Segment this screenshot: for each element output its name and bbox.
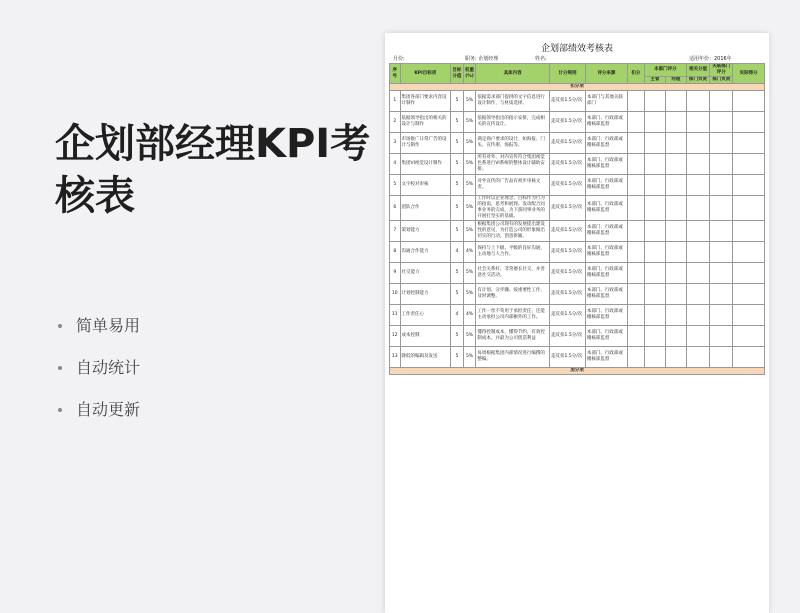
row-empty-cell	[686, 154, 709, 175]
row-score: 5	[451, 284, 464, 305]
row-empty-cell	[686, 175, 709, 196]
row-source: 本部门、行政部或稽核部监督	[585, 242, 627, 263]
row-empty-cell	[665, 221, 686, 242]
row-empty-cell	[733, 242, 765, 263]
row-empty-cell	[710, 133, 733, 154]
row-empty-cell	[644, 112, 665, 133]
row-content: 所有对外、对内宣传符合集团视觉色系进行VI系统的整体设计辅助安排。	[476, 154, 550, 175]
row-content: 满足商户要求的设计，如海报、门头、宣传册、海报等。	[476, 133, 550, 154]
row-kpi: 社交能力	[400, 263, 451, 284]
row-empty-cell	[644, 154, 665, 175]
row-empty-cell	[628, 242, 645, 263]
row-number: 7	[390, 221, 401, 242]
feature-item: 简单易用	[58, 315, 140, 357]
row-empty-cell	[686, 347, 709, 368]
row-empty-cell	[628, 347, 645, 368]
row-empty-cell	[628, 305, 645, 326]
header-group-related: 相关分值	[686, 64, 709, 77]
row-source: 本部门、行政部或稽核部监督	[585, 263, 627, 284]
row-empty-cell	[628, 175, 645, 196]
position-label: 职务: 企划经理	[465, 56, 499, 62]
row-empty-cell	[710, 112, 733, 133]
row-empty-cell	[628, 221, 645, 242]
row-empty-cell	[710, 242, 733, 263]
header-deduct: 扣分	[628, 64, 645, 84]
row-score: 5	[451, 263, 464, 284]
row-empty-cell	[733, 175, 765, 196]
feature-item: 自动统计	[58, 357, 140, 399]
row-weight: 5%	[463, 326, 476, 347]
row-source: 本部门、行政部或稽核部监督	[585, 221, 627, 242]
sheet-info-row	[389, 53, 765, 63]
row-empty-cell	[686, 196, 709, 221]
row-empty-cell	[665, 154, 686, 175]
period-label: 适用年份：2016年	[689, 56, 732, 62]
header-kpi: KPI目标项	[400, 64, 451, 84]
row-empty-cell	[665, 175, 686, 196]
row-empty-cell	[710, 91, 733, 112]
row-source: 本部门、行政部或稽核部监督	[585, 154, 627, 175]
row-source: 本部门、行政部或稽核部监督	[585, 112, 627, 133]
row-kpi: 沟通合作能力	[400, 242, 451, 263]
row-empty-cell	[665, 91, 686, 112]
row-empty-cell	[733, 221, 765, 242]
row-weight: 5%	[463, 347, 476, 368]
row-empty-cell	[644, 263, 665, 284]
row-weight: 5%	[463, 112, 476, 133]
row-rule: 违反扣1.5分/次	[550, 196, 586, 221]
row-rule: 违反扣1.5分/次	[550, 347, 586, 368]
row-empty-cell	[644, 284, 665, 305]
row-number: 4	[390, 154, 401, 175]
row-empty-cell	[733, 284, 765, 305]
row-empty-cell	[686, 112, 709, 133]
row-content: 依据领导指出的指示安排，完成相关的宣传设计。	[476, 112, 550, 133]
row-rule: 违反扣1.5分/次	[550, 284, 586, 305]
row-empty-cell	[733, 305, 765, 326]
row-score: 4	[451, 305, 464, 326]
row-rule: 违反扣1.5分/次	[550, 112, 586, 133]
row-content: 根据集团公司现有的发展提出建设性的意见，为打造公司的形象做出切实的行动，创意新颖。	[476, 221, 550, 242]
row-number: 10	[390, 284, 401, 305]
row-source: 本部门、行政部或稽核部监督	[585, 284, 627, 305]
row-kpi: 团队合作	[400, 196, 451, 221]
row-empty-cell	[665, 242, 686, 263]
row-number: 13	[390, 347, 401, 368]
name-label: 姓名:	[535, 56, 547, 62]
row-empty-cell	[710, 326, 733, 347]
row-empty-cell	[628, 91, 645, 112]
row-empty-cell	[733, 133, 765, 154]
row-number: 6	[390, 196, 401, 221]
table-row	[390, 347, 765, 368]
feature-list	[58, 315, 140, 441]
row-number: 8	[390, 242, 401, 263]
row-empty-cell	[644, 242, 665, 263]
header-group-assoc: 关联部门评分	[710, 64, 733, 77]
header-score: 目标分值	[451, 64, 464, 84]
header-rule: 计分规则	[550, 64, 586, 84]
row-content: 保持与上下级、平级的良好沟通，主动地与人合作。	[476, 242, 550, 263]
row-weight: 5%	[463, 133, 476, 154]
row-empty-cell	[665, 133, 686, 154]
row-score: 5	[451, 326, 464, 347]
month-label: 月份:	[393, 56, 405, 62]
row-number: 11	[390, 305, 401, 326]
row-empty-cell	[644, 196, 665, 221]
header-related-head: 部门负责	[686, 77, 709, 84]
row-content: 对外宣传的广告品有初步审核文责。	[476, 175, 550, 196]
row-weight: 4%	[463, 305, 476, 326]
row-weight: 5%	[463, 175, 476, 196]
table-row	[390, 221, 765, 242]
row-empty-cell	[665, 326, 686, 347]
feature-item: 自动更新	[58, 399, 140, 441]
row-rule: 违反扣1.5分/次	[550, 305, 586, 326]
row-rule: 违反扣1.5分/次	[550, 242, 586, 263]
row-kpi: 集团VI视觉设计制作	[400, 154, 451, 175]
row-rule: 违反扣1.5分/次	[550, 154, 586, 175]
row-rule: 违反扣1.5分/次	[550, 91, 586, 112]
row-kpi: 工作责任心	[400, 305, 451, 326]
page-title: 企划部经理KPI考核表	[55, 121, 371, 219]
table-row	[390, 91, 765, 112]
row-kpi: 成本控制	[400, 326, 451, 347]
header-weight: 权重(%)	[463, 64, 476, 84]
row-empty-cell	[665, 347, 686, 368]
row-number: 12	[390, 326, 401, 347]
row-empty-cell	[644, 91, 665, 112]
row-content: 工作一丝不苟用于承担责任，还能主动承担公司内部额外的工作。	[476, 305, 550, 326]
header-supervisor: 主管	[644, 77, 665, 84]
row-number: 2	[390, 112, 401, 133]
row-empty-cell	[686, 326, 709, 347]
row-empty-cell	[644, 305, 665, 326]
row-rule: 违反扣1.5分/次	[550, 326, 586, 347]
section-deduct: 扣分项	[390, 84, 765, 91]
row-kpi: 依据领导指出的相关的设计与制作	[400, 112, 451, 133]
row-score: 4	[451, 242, 464, 263]
row-score: 5	[451, 154, 464, 175]
header-actual: 实际得分	[733, 64, 765, 84]
row-kpi: 文字校对审核	[400, 175, 451, 196]
row-empty-cell	[733, 112, 765, 133]
row-score: 5	[451, 347, 464, 368]
row-score: 5	[451, 221, 464, 242]
row-empty-cell	[710, 347, 733, 368]
row-empty-cell	[710, 175, 733, 196]
row-empty-cell	[665, 284, 686, 305]
row-empty-cell	[710, 196, 733, 221]
row-empty-cell	[733, 347, 765, 368]
header-content: 具体内容	[476, 64, 550, 84]
row-number: 5	[390, 175, 401, 196]
header-source: 评分来源	[585, 64, 627, 84]
table-row	[390, 112, 765, 133]
row-empty-cell	[644, 175, 665, 196]
row-kpi: 市场推广日常广告的设计与制作	[400, 133, 451, 154]
row-score: 5	[451, 133, 464, 154]
row-empty-cell	[686, 305, 709, 326]
row-empty-cell	[628, 133, 645, 154]
row-empty-cell	[665, 305, 686, 326]
header-group-self: 本部门评分	[644, 64, 686, 77]
row-empty-cell	[710, 305, 733, 326]
header-assoc-head: 部门负责	[710, 77, 733, 84]
row-number: 1	[390, 91, 401, 112]
kpi-sheet-preview	[385, 33, 769, 613]
row-empty-cell	[686, 133, 709, 154]
table-row	[390, 242, 765, 263]
row-source: 本部门、行政部或稽核部监督	[585, 196, 627, 221]
table-row	[390, 305, 765, 326]
row-empty-cell	[686, 263, 709, 284]
row-empty-cell	[644, 133, 665, 154]
header-seq: 序号	[390, 64, 401, 84]
row-empty-cell	[686, 221, 709, 242]
row-content: 社会关系好、非常擅长社交、并善意社交活动。	[476, 263, 550, 284]
row-weight: 5%	[463, 284, 476, 305]
row-weight: 4%	[463, 242, 476, 263]
row-empty-cell	[644, 326, 665, 347]
row-empty-cell	[628, 112, 645, 133]
row-weight: 5%	[463, 263, 476, 284]
row-empty-cell	[644, 221, 665, 242]
row-empty-cell	[733, 263, 765, 284]
row-kpi: 计划控制能力	[400, 284, 451, 305]
row-rule: 违反扣1.5分/次	[550, 133, 586, 154]
table-row	[390, 326, 765, 347]
row-source: 本部门、行政部或稽核部监督	[585, 347, 627, 368]
row-score: 5	[451, 196, 464, 221]
row-rule: 违反扣1.5分/次	[550, 221, 586, 242]
table-row	[390, 133, 765, 154]
row-weight: 5%	[463, 196, 476, 221]
row-source: 本部门、行政部或稽核部监督	[585, 175, 627, 196]
row-content: 工作时以企业理念、目标作为行为的指南，思考和展现。发动配合同事业务的完成，为下游同事业务的开展打坚实的基础。	[476, 196, 550, 221]
row-weight: 5%	[463, 221, 476, 242]
row-kpi: 策划能力	[400, 221, 451, 242]
row-source: 本部门、行政部或稽核部监督	[585, 133, 627, 154]
kpi-table	[389, 63, 765, 375]
table-row	[390, 284, 765, 305]
sheet-title: 企划部绩效考核表	[540, 44, 613, 54]
row-empty-cell	[710, 263, 733, 284]
section-bonus: 加分项	[390, 368, 765, 375]
table-row	[390, 175, 765, 196]
header-manager: 经理	[665, 77, 686, 84]
row-kpi: 集团各部门要求内容设计制作	[400, 91, 451, 112]
row-empty-cell	[686, 284, 709, 305]
row-content: 每周根据集团内部情况进行编撰的整编。	[476, 347, 550, 368]
row-empty-cell	[628, 263, 645, 284]
row-rule: 违反扣1.5分/次	[550, 175, 586, 196]
row-score: 5	[451, 112, 464, 133]
row-score: 5	[451, 175, 464, 196]
row-empty-cell	[665, 263, 686, 284]
row-content: 懂得控制成本，懂得节约，有效控制成本，并最为公司创造利益	[476, 326, 550, 347]
row-weight: 5%	[463, 91, 476, 112]
row-empty-cell	[628, 196, 645, 221]
row-empty-cell	[628, 284, 645, 305]
row-score: 5	[451, 91, 464, 112]
row-number: 9	[390, 263, 401, 284]
row-empty-cell	[686, 91, 709, 112]
row-source: 本部门、行政部或稽核部监督	[585, 305, 627, 326]
row-weight: 5%	[463, 154, 476, 175]
row-empty-cell	[733, 91, 765, 112]
row-empty-cell	[665, 196, 686, 221]
row-empty-cell	[644, 347, 665, 368]
row-source: 本部门、行政部或稽核部监督	[585, 326, 627, 347]
row-content: 依据需求部门提供的文字信息进行设计制作，与材质选择。	[476, 91, 550, 112]
row-empty-cell	[628, 154, 645, 175]
row-empty-cell	[710, 154, 733, 175]
row-rule: 违反扣1.5分/次	[550, 263, 586, 284]
row-empty-cell	[710, 284, 733, 305]
row-source: 本部门与其他关联部门	[585, 91, 627, 112]
row-empty-cell	[733, 196, 765, 221]
row-empty-cell	[733, 154, 765, 175]
row-content: 有计划、分步骤、按重要性工作，及时调整。	[476, 284, 550, 305]
row-empty-cell	[628, 326, 645, 347]
row-number: 3	[390, 133, 401, 154]
table-row	[390, 263, 765, 284]
row-empty-cell	[733, 326, 765, 347]
table-row	[390, 154, 765, 175]
row-kpi: 降低的编辑及发送	[400, 347, 451, 368]
row-empty-cell	[686, 242, 709, 263]
row-empty-cell	[710, 221, 733, 242]
row-empty-cell	[665, 112, 686, 133]
table-row	[390, 196, 765, 221]
